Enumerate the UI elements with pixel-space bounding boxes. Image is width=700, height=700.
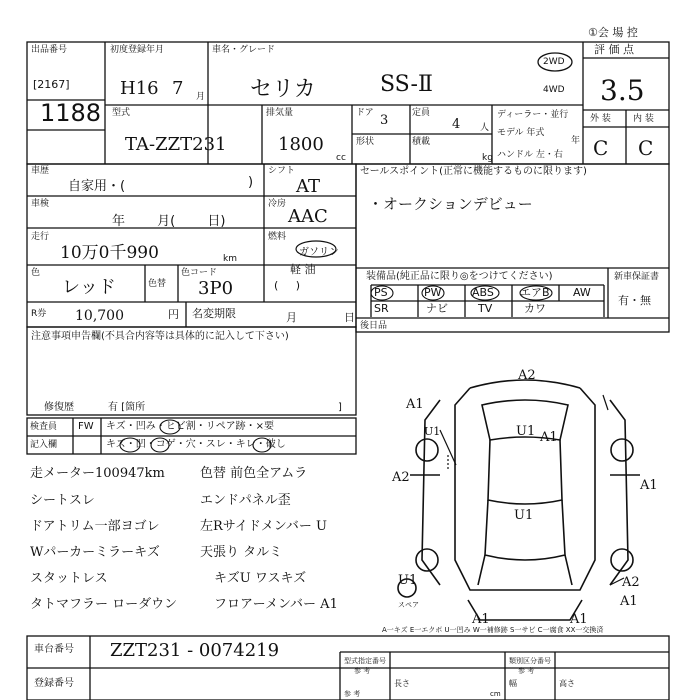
damage-legend: A一キズ E一エクボ U一凹み W一補修跡 S一サビ C一腐食 XX一交換済 bbox=[382, 626, 604, 634]
first-reg-label: 初度登録年月 bbox=[110, 45, 165, 55]
fuel-other: ( ) bbox=[274, 279, 301, 292]
model-year-label: モデル 年式 bbox=[497, 128, 545, 138]
name-change-label: 名変期限 bbox=[192, 307, 236, 320]
displacement-label: 排気量 bbox=[266, 108, 294, 118]
sales-label: セールスポイント(正常に機能するものに限ります) bbox=[360, 166, 587, 177]
repair-value: 有 [箇所 bbox=[108, 402, 146, 413]
remark-right-2: エンドパネル歪 bbox=[200, 493, 291, 508]
guarantee-value: 有・無 bbox=[618, 294, 651, 307]
remark-right-3: 左Rサイドメンバー U bbox=[200, 519, 327, 534]
notes-label: 注意事項申告欄(不具合内容等は具体的に記入して下さい) bbox=[31, 331, 289, 342]
car-name: セリカ bbox=[250, 77, 316, 102]
interior-label: 内 装 bbox=[633, 114, 654, 124]
diagram-mark: A1 bbox=[570, 612, 588, 627]
repair-close: ] bbox=[338, 402, 342, 413]
shift-label: シフト bbox=[268, 166, 296, 176]
score-label: 評 価 点 bbox=[594, 43, 634, 56]
remark-right-1: 色替 前色全アムラ bbox=[200, 466, 308, 481]
height-label: 高さ bbox=[559, 679, 575, 688]
car-grade: SS-Ⅱ bbox=[380, 72, 433, 97]
recycle-label: R券 bbox=[31, 309, 47, 319]
capacity-label: 定員 bbox=[412, 108, 431, 118]
model-label: 型式 bbox=[112, 108, 131, 118]
diagram-mark: U1 bbox=[398, 573, 418, 588]
lot-no-label: 出品番号 bbox=[31, 45, 68, 55]
model-value: TA-ZZT231 bbox=[125, 134, 227, 155]
mileage-label: 走行 bbox=[31, 232, 50, 242]
guarantee-label: 新車保証書 bbox=[614, 272, 660, 282]
load-label: 積載 bbox=[412, 137, 431, 147]
color-code-label: 色コード bbox=[181, 268, 218, 278]
remark-left-2: シートスレ bbox=[30, 493, 95, 508]
diagram-mark: A2 bbox=[392, 470, 410, 485]
capacity-unit: 人 bbox=[480, 123, 490, 133]
doors-label: ドア bbox=[356, 108, 374, 118]
remark-left-3: ドアトリム一部ヨゴレ bbox=[30, 519, 160, 534]
first-reg-era: H16 bbox=[120, 78, 159, 99]
diagram-mark: A1 bbox=[540, 430, 558, 445]
month-unit: 月 bbox=[196, 92, 206, 102]
remark-left-6: タトマフラー ローダウン bbox=[30, 597, 178, 612]
remark-left-5: スタットレス bbox=[30, 571, 108, 586]
copy-label: ①会 場 控 bbox=[588, 26, 638, 39]
kg-unit: kg bbox=[482, 153, 493, 163]
cc-unit: cc bbox=[336, 153, 346, 163]
chassis-label: 車台番号 bbox=[34, 644, 74, 655]
car-diagram bbox=[398, 380, 640, 620]
yen-unit: 円 bbox=[168, 308, 179, 321]
type-cert-label: 型式指定番号 bbox=[344, 657, 386, 665]
diagram-mark: A1 bbox=[640, 478, 658, 493]
type-cert-ref: 参 考 bbox=[354, 667, 371, 675]
spare-label: スペア bbox=[398, 601, 419, 609]
diagram-mark: A2 bbox=[518, 368, 536, 383]
recycle-value: 10,700 bbox=[75, 308, 124, 324]
equip-sr: SR bbox=[374, 302, 389, 315]
inspector-fw: FW bbox=[78, 421, 94, 432]
interior-grade: C bbox=[638, 136, 654, 160]
equip-leather: カワ bbox=[524, 302, 546, 315]
diagram-mark: A2 bbox=[622, 575, 640, 590]
lot-id: [2167] bbox=[33, 78, 70, 91]
car-name-label: 車名・グレード bbox=[212, 45, 276, 55]
drive-4wd: 4WD bbox=[543, 85, 565, 95]
drive-2wd: 2WD bbox=[543, 57, 565, 67]
car-type-value: 自家用・( bbox=[68, 179, 126, 194]
lot-number: 1188 bbox=[40, 99, 102, 127]
name-change-value: 月 日 bbox=[286, 311, 355, 324]
color-code-value: 3P0 bbox=[198, 278, 234, 299]
repaint-label: 色替 bbox=[148, 279, 167, 289]
equipment-label: 装備品(純正品に限り◎をつけてください) bbox=[366, 271, 553, 282]
class-ref: 参 考 bbox=[518, 667, 535, 675]
remark-right-4: 天張り タルミ bbox=[200, 545, 283, 560]
class-label: 類別区分番号 bbox=[509, 657, 551, 665]
equip-navi: ナビ bbox=[426, 302, 448, 315]
width-label: 幅 bbox=[509, 679, 517, 688]
diagram-mark: U1 bbox=[424, 425, 441, 438]
year-unit: 年 bbox=[571, 136, 581, 146]
fuel-gasoline: ガソリン bbox=[299, 247, 339, 258]
dim-ref: 参 考 bbox=[344, 690, 361, 698]
remark-left-1: 走メーター100947km bbox=[30, 466, 165, 481]
color-value: レッド bbox=[62, 277, 116, 298]
diagram-mark: A1 bbox=[620, 594, 638, 609]
chassis-value: ZZT231 - 0074219 bbox=[110, 640, 280, 661]
sales-text: ・オークションデビュー bbox=[368, 195, 533, 213]
car-type-close: ) bbox=[248, 175, 254, 190]
inspector-row2: キズ・凹・コゲ・穴・スレ・キレ・破し bbox=[106, 439, 286, 450]
doors-value: 3 bbox=[380, 113, 389, 128]
inspection-value: 年 月( 日) bbox=[112, 214, 226, 229]
remark-left-4: Wパーカーミラーキズ bbox=[30, 545, 160, 560]
ac-value: AAC bbox=[288, 206, 328, 227]
equip-pw: PW bbox=[424, 286, 442, 299]
diagram-mark: U1 bbox=[516, 424, 536, 439]
dealer-label: ディーラー・並行 bbox=[497, 110, 569, 120]
inspection-label: 車検 bbox=[31, 199, 50, 209]
mileage-value: 10万0千990 bbox=[60, 243, 159, 263]
handle-label: ハンドル 左・右 bbox=[497, 150, 563, 160]
diagram-mark: U1 bbox=[514, 508, 534, 523]
reg-label: 登録番号 bbox=[34, 678, 74, 689]
fuel-label: 燃料 bbox=[268, 232, 287, 242]
diagram-mark: A1 bbox=[472, 612, 490, 627]
diagram-mark: A1 bbox=[406, 397, 424, 412]
score-value: 3.5 bbox=[600, 74, 645, 107]
equip-aw: AW bbox=[573, 286, 591, 299]
exterior-label: 外 装 bbox=[590, 114, 611, 124]
capacity-value: 4 bbox=[452, 117, 461, 132]
cm-unit: cm bbox=[490, 690, 501, 698]
fuel-diesel: 軽 油 bbox=[290, 263, 316, 276]
rear-seat-label: 後日品 bbox=[360, 321, 388, 331]
remark-right-5: キズU ワスキズ bbox=[214, 571, 307, 586]
length-label: 長さ bbox=[394, 679, 410, 688]
km-unit: km bbox=[223, 254, 237, 264]
first-reg-month: 7 bbox=[172, 78, 184, 99]
color-label: 色 bbox=[31, 268, 41, 278]
inspector-label: 検査員 bbox=[30, 422, 58, 432]
shape-label: 形状 bbox=[356, 137, 375, 147]
car-type-label: 車歴 bbox=[31, 166, 50, 176]
ac-label: 冷房 bbox=[268, 199, 287, 209]
remark-right-6: フロアーメンバー A1 bbox=[214, 597, 338, 612]
exterior-grade: C bbox=[593, 136, 609, 160]
inspector-entry-label: 記入欄 bbox=[30, 440, 58, 450]
shift-value: AT bbox=[296, 176, 321, 197]
equip-tv: TV bbox=[478, 302, 493, 315]
equip-abs: ABS bbox=[472, 286, 494, 299]
repair-label: 修復歴 bbox=[44, 402, 74, 413]
displacement-value: 1800 bbox=[278, 134, 324, 155]
inspector-row1: キズ・凹み・ヒビ割・リペア跡・×要 bbox=[106, 421, 274, 432]
equip-ps: PS bbox=[374, 286, 388, 299]
equip-airbag: エアB bbox=[520, 286, 550, 299]
